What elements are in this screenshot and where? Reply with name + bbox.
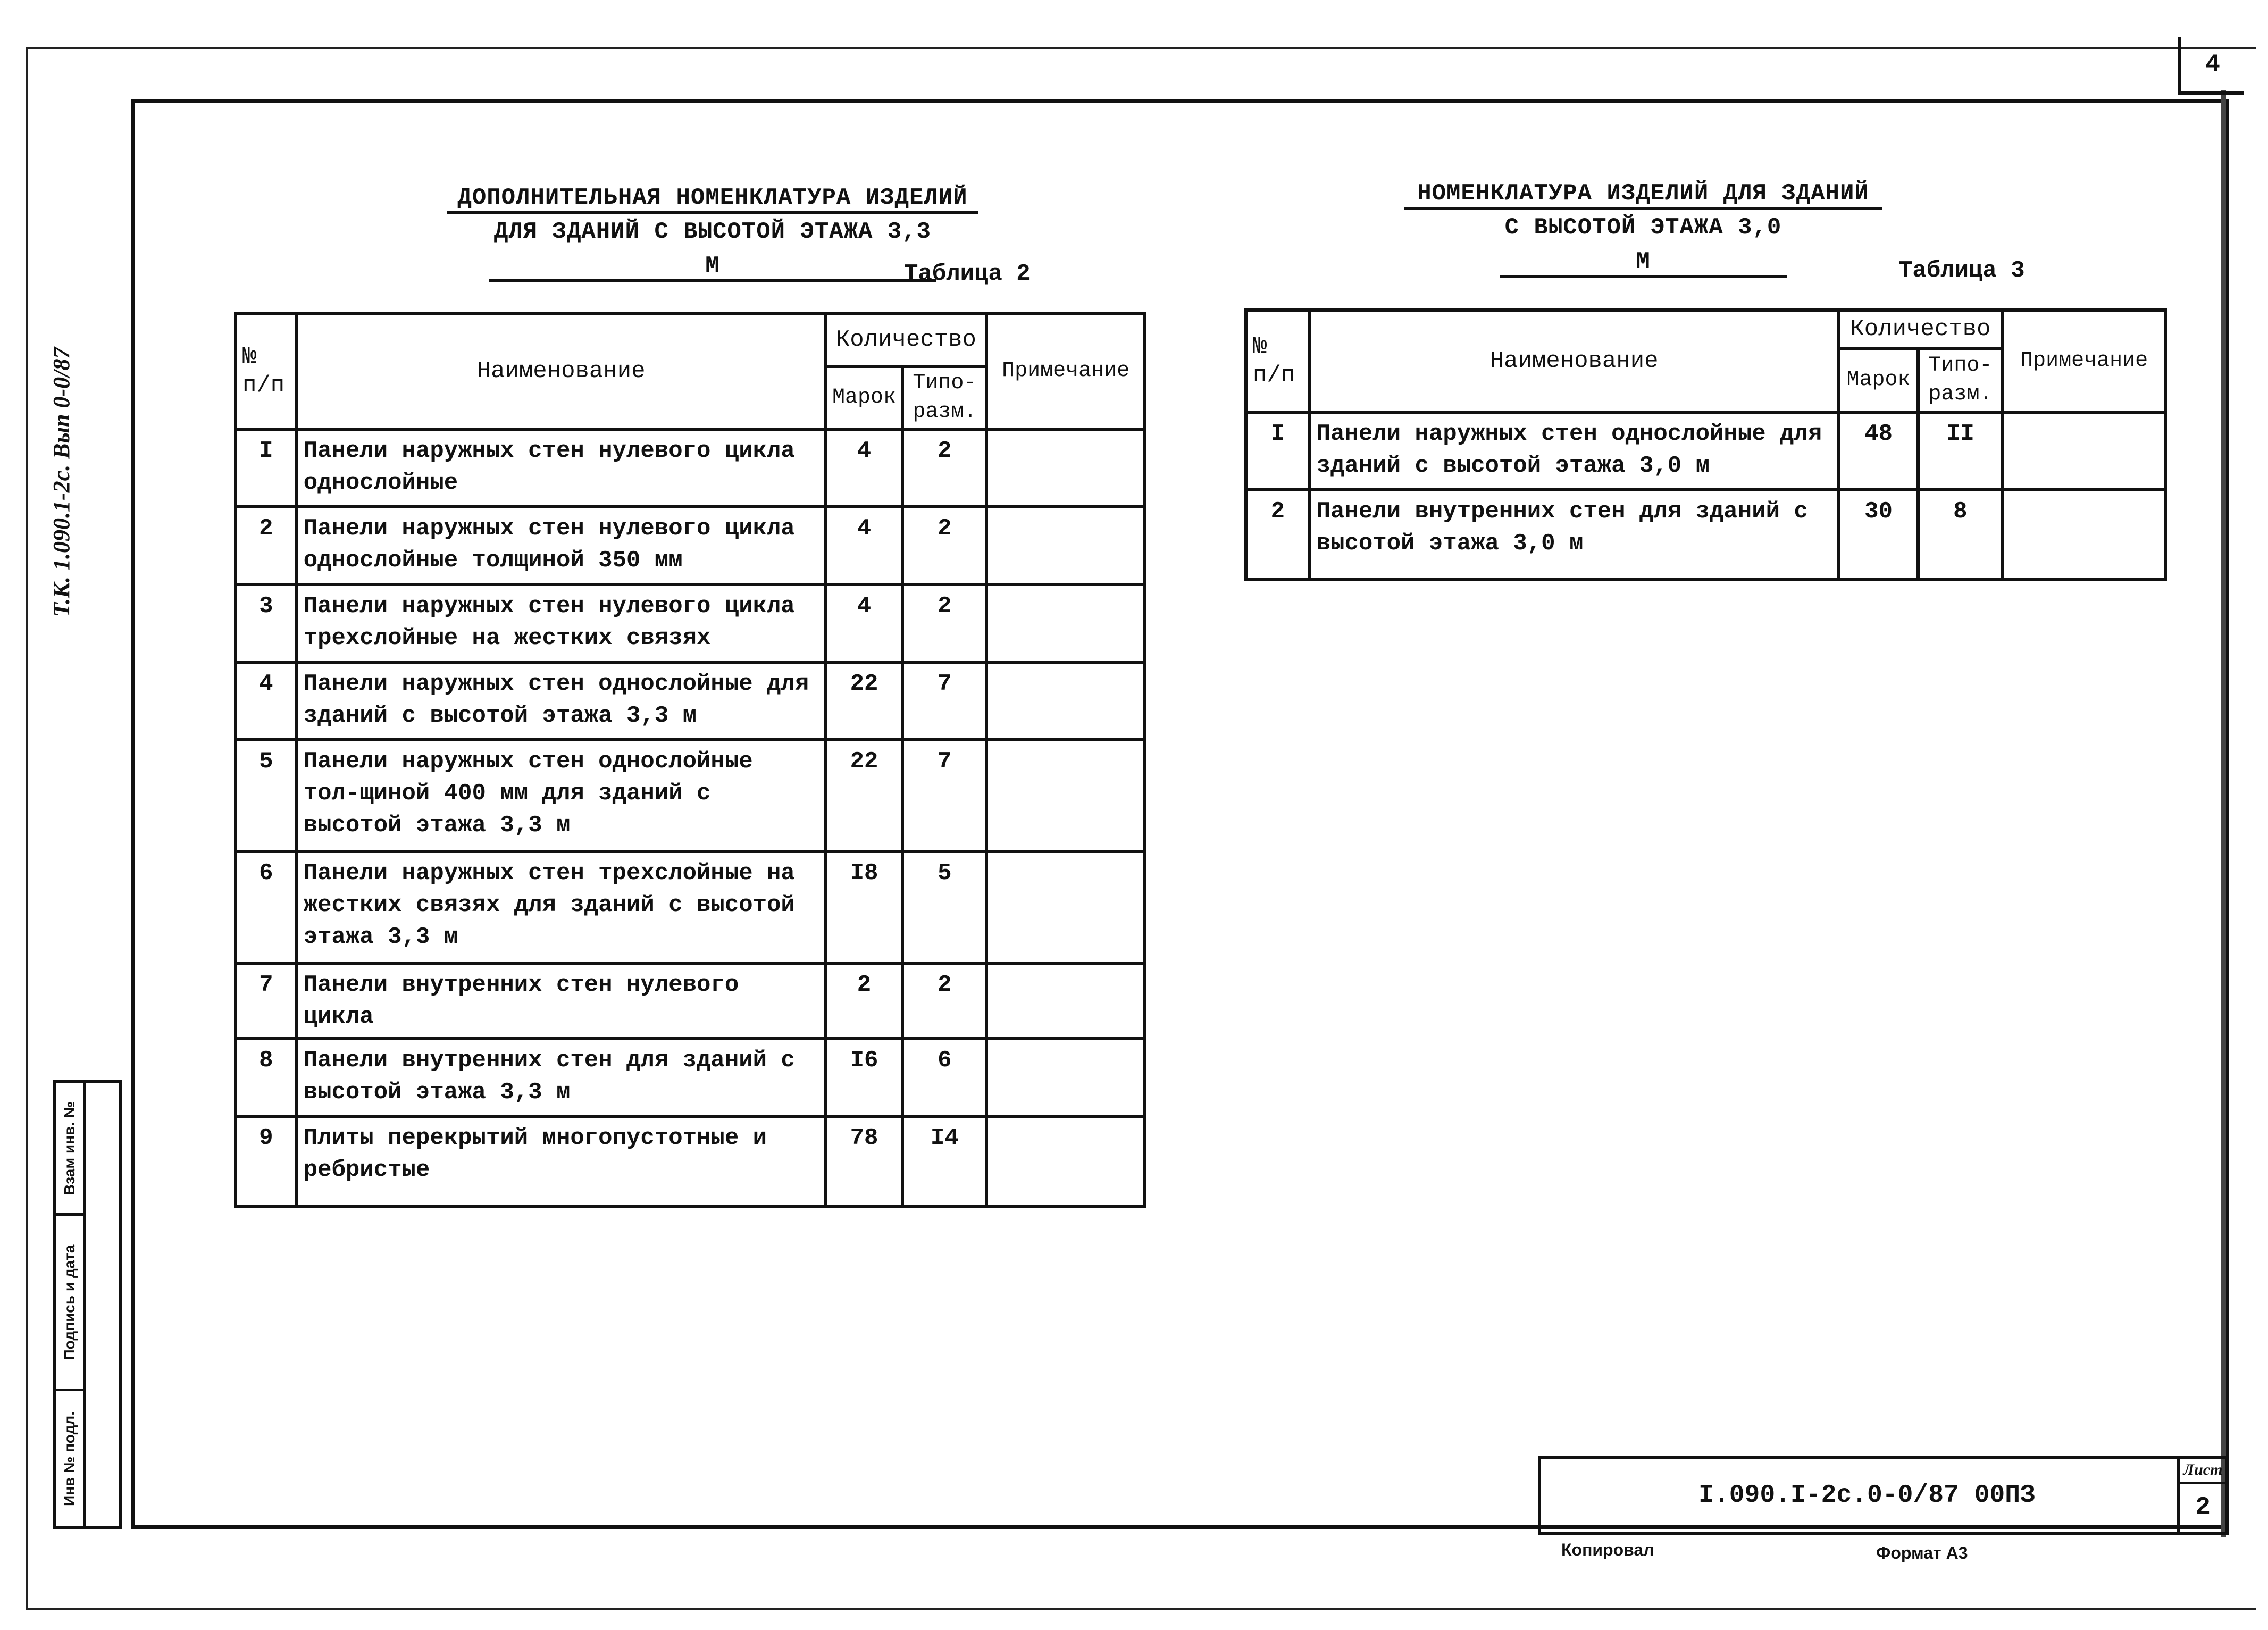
row-marks: 48 [1839, 412, 1919, 490]
side-document-code: Т.К. 1.090.1-2с. Вып 0-0/87 [48, 347, 74, 617]
row-name: Панели наружных стен нулевого цикла трехслойные на жестких связях [297, 584, 826, 662]
table-row [1246, 490, 2166, 579]
row-name: Панели наружных стен однослойные для зданий с высотой этажа 3,3 м [297, 662, 826, 740]
row-sizes: II [1918, 412, 2002, 490]
table3-header-sizes: Типо- разм. [1918, 348, 2002, 412]
frame-edge-line [2221, 90, 2226, 1537]
binding-strip-labels [56, 1083, 86, 1526]
document-code: I.090.I-2с.0-0/87 00ПЗ [1698, 1481, 2036, 1510]
row-number: I [1246, 412, 1310, 490]
sheet-number-box [2177, 1456, 2229, 1535]
strip-label-signature: Подпись и дата [61, 1244, 78, 1360]
footer-copied: Копировал [1561, 1540, 1654, 1559]
sheet-label: Лист [2180, 1459, 2225, 1484]
row-sizes: 2 [902, 507, 986, 584]
table2-caption: Таблица 2 [904, 261, 1031, 287]
row-marks: 2 [826, 963, 903, 1039]
table2 [234, 312, 1146, 1208]
page-number: 4 [2178, 37, 2244, 95]
table2-header-sizes: Типо- разм. [902, 366, 986, 429]
row-number: 6 [236, 851, 297, 963]
row-sizes: 7 [902, 662, 986, 740]
row-sizes: 7 [902, 740, 986, 851]
row-number: 8 [236, 1039, 297, 1116]
table-row [236, 584, 1145, 662]
table3-title-line2: С ВЫСОТОЙ ЭТАЖА 3,0 М [1500, 211, 1787, 279]
table-row [236, 851, 1145, 963]
table2-header-name: Наименование [297, 313, 826, 429]
row-marks: 78 [826, 1116, 903, 1207]
row-marks: 30 [1839, 490, 1919, 579]
row-sizes: I4 [902, 1116, 986, 1207]
strip-label-replaced: Взам инв. № [61, 1101, 78, 1195]
row-name: Плиты перекрытий многопустотные и ребристые [297, 1116, 826, 1207]
table2-title-line2: ДЛЯ ЗДАНИЙ С ВЫСОТОЙ ЭТАЖА 3,3 М [489, 215, 936, 283]
row-sizes: 6 [902, 1039, 986, 1116]
row-sizes: 8 [1918, 490, 2002, 579]
row-marks: 4 [826, 507, 903, 584]
document-code-stamp [1538, 1456, 2193, 1535]
table-row [236, 1039, 1145, 1116]
row-name: Панели наружных стен нулевого цикла однослойные толщиной 350 мм [297, 507, 826, 584]
table-row [1246, 412, 2166, 490]
footer-format: Формат А3 [1876, 1543, 1968, 1562]
row-number: I [236, 429, 297, 507]
table3-header-note: Примечание [2002, 310, 2166, 412]
table2-title [447, 181, 978, 283]
row-note [986, 1116, 1145, 1207]
table-row [236, 507, 1145, 584]
table3-header-qty: Количество [1839, 310, 2003, 348]
row-note [2002, 412, 2166, 490]
table-row [236, 963, 1145, 1039]
row-note [2002, 490, 2166, 579]
row-note [986, 740, 1145, 851]
table3-title [1404, 177, 1882, 279]
binding-strip [53, 1080, 122, 1529]
table3-header-num: № п/п [1246, 310, 1310, 412]
table3 [1244, 308, 2167, 581]
table2-title-line1: ДОПОЛНИТЕЛЬНАЯ НОМЕНКЛАТУРА ИЗДЕЛИЙ [447, 181, 978, 215]
row-name: Панели внутренних стен для зданий с высотой этажа 3,0 м [1310, 490, 1839, 579]
row-number: 9 [236, 1116, 297, 1207]
row-name: Панели наружных стен однослойные тол-щиной 400 мм для зданий с высотой этажа 3,3 м [297, 740, 826, 851]
row-note [986, 963, 1145, 1039]
table3-header-marks: Марок [1839, 348, 1919, 412]
strip-cell-replaced [56, 1083, 83, 1216]
row-sizes: 5 [902, 851, 986, 963]
row-marks: 22 [826, 662, 903, 740]
strip-label-inventory: Инв № подл. [61, 1411, 78, 1507]
row-marks: 4 [826, 429, 903, 507]
row-sizes: 2 [902, 584, 986, 662]
row-marks: I6 [826, 1039, 903, 1116]
table2-header-note: Примечание [986, 313, 1145, 429]
row-number: 3 [236, 584, 297, 662]
row-number: 5 [236, 740, 297, 851]
row-number: 2 [1246, 490, 1310, 579]
strip-cell-inventory [56, 1391, 83, 1526]
table-row [236, 740, 1145, 851]
table2-header-qty: Количество [826, 313, 987, 366]
row-sizes: 2 [902, 429, 986, 507]
row-name: Панели внутренних стен для зданий с высотой этажа 3,3 м [297, 1039, 826, 1116]
row-note [986, 429, 1145, 507]
table3-caption: Таблица 3 [1898, 257, 2025, 284]
row-marks: 22 [826, 740, 903, 851]
table-row [236, 429, 1145, 507]
table-row [236, 662, 1145, 740]
row-note [986, 507, 1145, 584]
row-number: 4 [236, 662, 297, 740]
table3-title-line1: НОМЕНКЛАТУРА ИЗДЕЛИЙ ДЛЯ ЗДАНИЙ [1404, 177, 1882, 211]
row-note [986, 1039, 1145, 1116]
row-sizes: 2 [902, 963, 986, 1039]
table2-header-marks: Марок [826, 366, 903, 429]
table3-header-name: Наименование [1310, 310, 1839, 412]
row-name: Панели наружных стен нулевого цикла однослойные [297, 429, 826, 507]
row-number: 2 [236, 507, 297, 584]
row-number: 7 [236, 963, 297, 1039]
table-row [236, 1116, 1145, 1207]
row-marks: I8 [826, 851, 903, 963]
row-note [986, 584, 1145, 662]
row-marks: 4 [826, 584, 903, 662]
table2-header-num: № п/п [236, 313, 297, 429]
row-name: Панели внутренних стен нулевого цикла [297, 963, 826, 1039]
row-name: Панели наружных стен трехслойные на жестких связях для зданий с высотой этажа 3,3 м [297, 851, 826, 963]
row-note [986, 662, 1145, 740]
row-note [986, 851, 1145, 963]
strip-cell-signature [56, 1216, 83, 1391]
sheet-number: 2 [2195, 1493, 2211, 1522]
row-name: Панели наружных стен однослойные для зданий с высотой этажа 3,0 м [1310, 412, 1839, 490]
